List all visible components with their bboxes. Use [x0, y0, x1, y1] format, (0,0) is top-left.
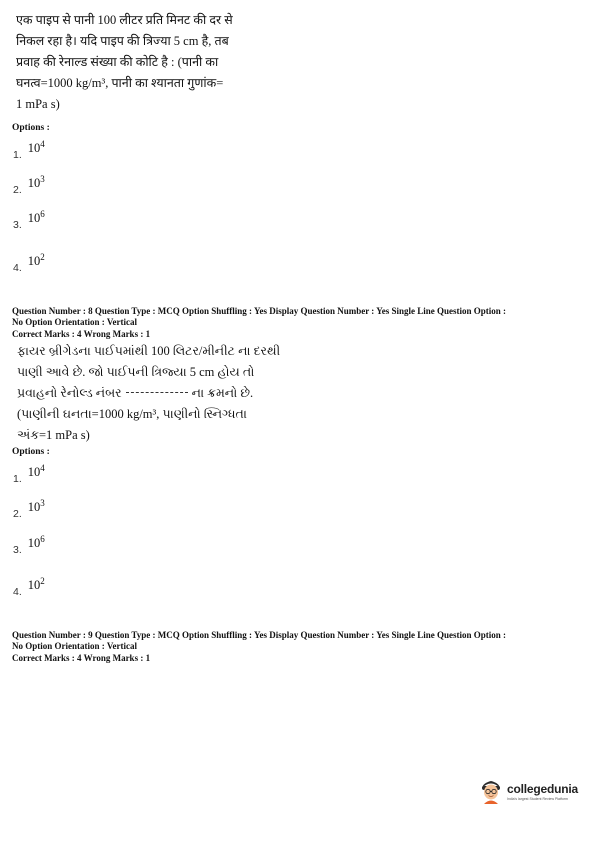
q8-marks: Correct Marks : 4 Wrong Marks : 1: [12, 329, 151, 339]
q7-line: घनत्व=1000 kg/m³, पानी का श्यानता गुणांक=: [16, 76, 224, 90]
option-value: $10^2$: [27, 576, 45, 593]
option-number: 2.: [13, 508, 22, 521]
q8-line: પાણી આવે છે. જો પાઈપની ત્રિજ્યા 5 cm હોય તો: [17, 365, 255, 379]
q7-option-2[interactable]: [13, 174, 45, 197]
option-number: 1.: [13, 149, 22, 162]
option-number: 4.: [13, 586, 22, 599]
q8-option-4[interactable]: [13, 576, 45, 599]
option-number: 1.: [13, 473, 22, 486]
answer-blank: [126, 392, 188, 393]
q7-line: निकल रहा है। यदि पाइप की त्रिज्या 5 cm है, तब: [16, 34, 229, 48]
q9-marks: Correct Marks : 4 Wrong Marks : 1: [12, 653, 151, 663]
q8-option-1[interactable]: [13, 463, 45, 486]
question-8-text: [17, 341, 280, 446]
option-value: $10^3$: [27, 498, 45, 515]
option-value: $10^3$: [27, 174, 45, 191]
option-value: $10^6$: [27, 534, 45, 551]
q8-options-label: Options :: [12, 447, 50, 457]
q8-line: ફાયર બ્રીગેડના પાઈપમાંથી 100 લિટર/મીનીટ ના દરથી: [17, 344, 281, 358]
q7-option-1[interactable]: [13, 139, 45, 162]
option-number: 2.: [13, 184, 22, 197]
logo-name: collegedunia: [507, 781, 578, 796]
q8-option-2[interactable]: [13, 498, 45, 521]
q7-line: प्रवाह की रेनाल्ड संख्या की कोटि है : (पानी का: [16, 55, 219, 69]
question-7-text: [16, 10, 233, 115]
q7-line: 1 mPa s): [16, 97, 60, 111]
option-number: 3.: [13, 219, 22, 232]
option-value: $10^2$: [27, 252, 45, 269]
q7-option-3[interactable]: [13, 209, 45, 232]
logo-tagline: India's largest Student Review Platform: [507, 796, 568, 801]
option-number: 4.: [13, 262, 22, 275]
option-value: $10^4$: [27, 139, 45, 156]
q7-option-4[interactable]: [13, 252, 45, 275]
q7-line: एक पाइप से पानी 100 लीटर प्रति मिनट की दर से: [16, 13, 233, 27]
option-number: 3.: [13, 544, 22, 557]
q8-line: અંક=1 mPa s): [17, 428, 90, 442]
q8-line: પ્રવાહનો રેનોલ્ડ નંબર ના ક્રમનો છે.: [17, 386, 254, 400]
option-value: $10^4$: [27, 463, 45, 480]
option-value: $10^6$: [27, 209, 45, 226]
collegedunia-logo: [478, 778, 578, 804]
q8-option-3[interactable]: [13, 534, 45, 557]
question-8-meta: Question Number : 8 Question Type : MCQ Option Shuffling : Yes Display Question Number : Yes Single Line Question Option : No Option Orientation : Vertical Correct Marks : 4 Wrong Marks : 1: [12, 306, 587, 340]
student-mascot-icon: [478, 778, 504, 804]
q7-options-label: Options :: [12, 123, 50, 133]
question-9-meta: Question Number : 9 Question Type : MCQ Option Shuffling : Yes Display Question Number : Yes Single Line Question Option : No Option Orientation : Vertical Correct Marks : 4 Wrong Marks : 1: [12, 630, 587, 664]
q8-line: (પાણીની ઘનતા=1000 kg/m³, પાણીનો સ્નિગ્ધતા: [17, 407, 247, 421]
